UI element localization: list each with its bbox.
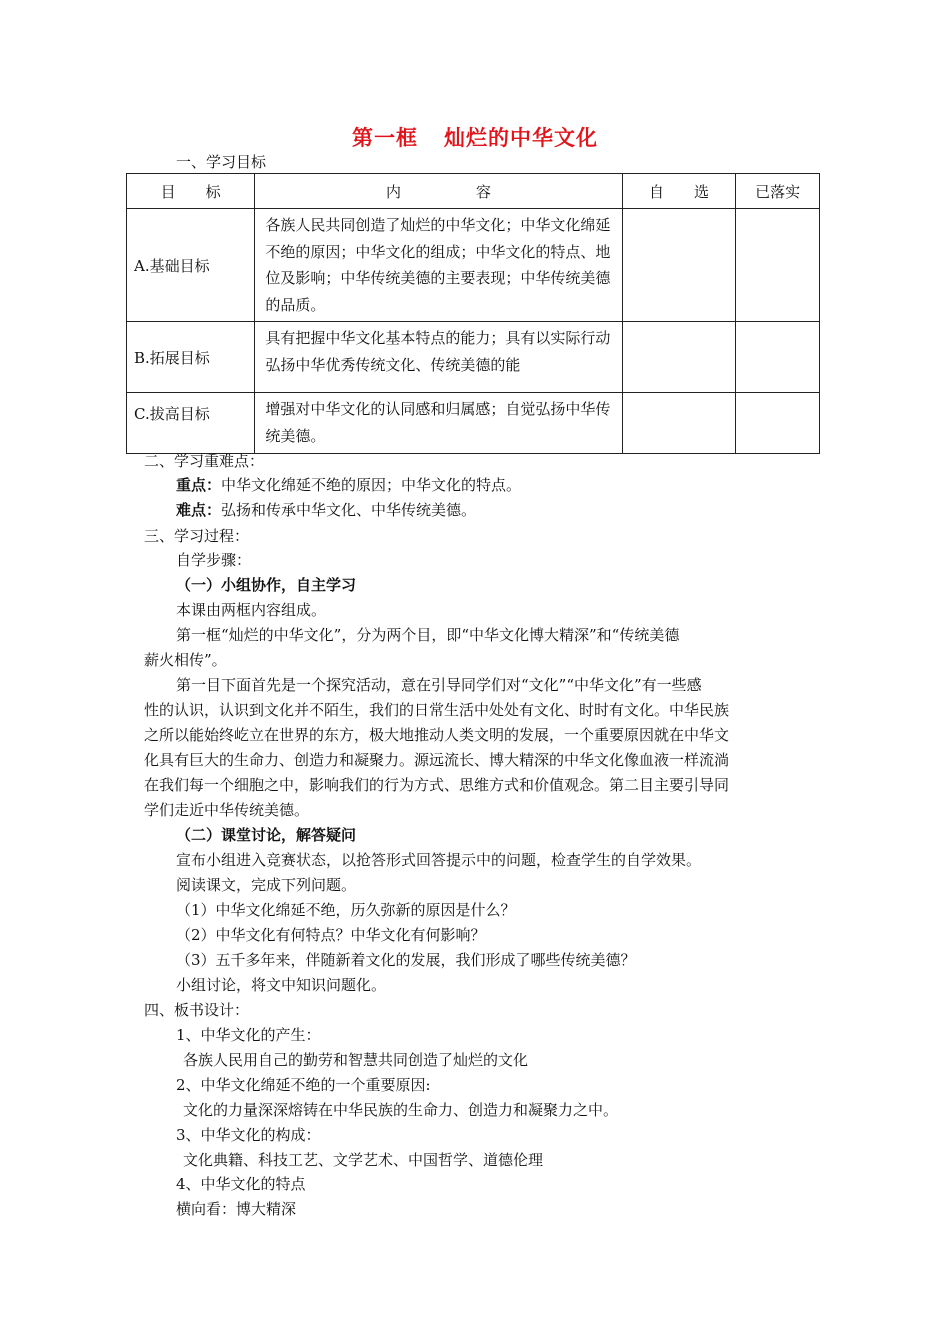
row-content-cell [255, 393, 622, 454]
key-label: 重点： [176, 476, 222, 494]
header-done: 已落实 [736, 174, 820, 209]
key-point [176, 475, 521, 495]
board-item: 2、中华文化绵延不绝的一个重要原因: [176, 1076, 431, 1094]
paragraph: 小组讨论，将文中知识问题化。 [176, 976, 387, 994]
header-goal: 目 标 [127, 174, 255, 209]
board-item: 4、中华文化的特点 [176, 1175, 306, 1193]
difficult-text: 弘扬和传承中华文化、中华传统美德。 [221, 501, 477, 519]
done-cell[interactable] [736, 322, 820, 393]
paragraph: 性的认识，认识到文化并不陌生，我们的日常生活中处处有文化、时时有文化。中华民族 [144, 701, 730, 719]
paragraph: 第一框“灿烂的中华文化”，分为两个目，即“中华文化博大精深”和“传统美德 [176, 626, 680, 644]
paragraph: 学们走近中华传统美德。 [144, 801, 310, 819]
step1-title: （一）小组协作，自主学习 [176, 576, 357, 594]
board-item-text: 文化的力量深深熔铸在中华民族的生命力、创造力和凝聚力之中。 [183, 1101, 619, 1119]
section3-heading: 三、学习过程： [144, 527, 250, 545]
board-item: 1、中华文化的产生： [176, 1026, 321, 1044]
goals-table [126, 173, 820, 454]
row-label: B.拓展目标 [127, 322, 255, 393]
board-item: 3、中华文化的构成： [176, 1126, 321, 1144]
key-text: 中华文化绵延不绝的原因；中华文化的特点。 [221, 476, 522, 494]
paragraph: 阅读课文，完成下列问题。 [176, 876, 357, 894]
table-row [127, 209, 820, 322]
paragraph: 薪火相传”。 [144, 651, 227, 669]
paragraph: 之所以能始终屹立在世界的东方，极大地推动人类文明的发展，一个重要原因就在中华文 [144, 726, 730, 744]
self-study-label: 自学步骤： [176, 551, 252, 569]
paragraph: 化具有巨大的生命力、创造力和凝聚力。源远流长、博大精深的中华文化像血液一样流淌 [144, 751, 730, 769]
title-part1: 第一框 [352, 126, 418, 150]
paragraph: 第一目下面首先是一个探究活动，意在引导同学们对“文化”“中华文化”有一些感 [176, 676, 702, 694]
paragraph: 在我们每一个细胞之中，影响我们的行为方式、思维方式和价值观念。第二目主要引导同 [144, 776, 730, 794]
header-content: 内 容 [255, 174, 622, 209]
row-label: A.基础目标 [127, 209, 255, 322]
table-row [127, 322, 820, 393]
paragraph: 宣布小组进入竞赛状态，以抢答形式回答提示中的问题，检查学生的自学效果。 [176, 851, 702, 869]
question: （2）中华文化有何特点？中华文化有何影响？ [176, 926, 486, 944]
done-cell[interactable] [736, 209, 820, 322]
row-content: 具有把握中华文化基本特点的能力；具有以实际行动弘扬中华优秀传统文化、传统美德的能 [265, 329, 611, 374]
section2-heading: 二、学习重难点： [144, 452, 265, 470]
paragraph: 本课由两框内容组成。 [176, 601, 327, 619]
difficult-label: 难点： [176, 501, 222, 519]
step2-title: （二）课堂讨论，解答疑问 [176, 826, 357, 844]
table-header-row [127, 174, 820, 209]
row-content-cell [255, 209, 622, 322]
title-part2: 灿烂的中华文化 [444, 126, 598, 150]
question: （3）五千多年来，伴随新着文化的发展，我们形成了哪些传统美德？ [176, 951, 636, 969]
header-optional: 自 选 [622, 174, 736, 209]
section1-heading: 一、学习目标 [176, 153, 267, 171]
row-content-cell [255, 322, 622, 393]
section4-heading: 四、板书设计： [144, 1001, 250, 1019]
question: （1）中华文化绵延不绝，历久弥新的原因是什么？ [176, 901, 516, 919]
done-cell[interactable] [736, 393, 820, 454]
optional-cell[interactable] [622, 393, 736, 454]
table-row [127, 393, 820, 454]
row-content: 各族人民共同创造了灿烂的中华文化；中华文化绵延不绝的原因；中华文化的组成；中华文化的特点、地位及影响；中华传统美德的主要表现；中华传统美德的品质。 [265, 216, 611, 314]
row-content: 增强对中华文化的认同感和归属感；自觉弘扬中华传统美德。 [265, 400, 611, 445]
row-label: C.拔高目标 [127, 393, 255, 454]
page-title [0, 122, 950, 152]
optional-cell[interactable] [622, 209, 736, 322]
board-item-text: 文化典籍、科技工艺、文学艺术、中国哲学、道德伦理 [183, 1151, 544, 1169]
board-item-text: 横向看：博大精深 [176, 1200, 297, 1218]
difficult-point [176, 500, 476, 520]
optional-cell[interactable] [622, 322, 736, 393]
board-item-text: 各族人民用自己的勤劳和智慧共同创造了灿烂的文化 [183, 1051, 529, 1069]
